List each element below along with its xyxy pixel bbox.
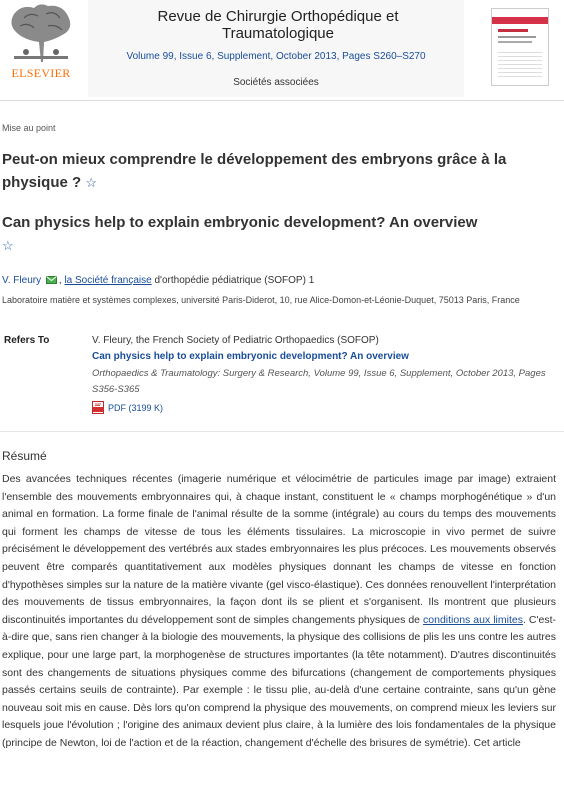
refers-to-block: [92, 333, 552, 417]
title-fr-text: Peut-on mieux comprendre le développement des embryons grâce à la physique ?: [2, 151, 507, 191]
header-divider: [0, 100, 564, 101]
ref-source: Orthopaedics & Traumatology: Surgery & Research, Volume 99, Issue 6, Supplement, October 2013, Pages S356-S365: [92, 368, 546, 395]
section-divider: [0, 431, 564, 432]
refers-to-label: Refers To: [4, 335, 50, 346]
issue-link[interactable]: Volume 99, Issue 6, Supplement, October 2013, Pages S260–S270: [126, 51, 426, 62]
journal-cover-image[interactable]: [491, 8, 549, 86]
abstract-heading: Résumé: [2, 449, 47, 463]
abstract-body: [2, 471, 556, 753]
journal-info-panel: [88, 0, 464, 97]
cover-line: [498, 29, 528, 32]
cover-line: [498, 36, 536, 38]
article-type: Mise au point: [2, 123, 56, 133]
societies-label: Sociétés associées: [233, 77, 319, 88]
mail-icon[interactable]: [46, 276, 57, 287]
cover-line: [498, 41, 532, 43]
publisher-name: ELSEVIER: [11, 66, 71, 80]
author-line: [2, 275, 558, 287]
ref-title-link[interactable]: Can physics help to explain embryonic development? An overview: [92, 351, 409, 362]
cover-text-block: [498, 49, 542, 79]
pdf-link[interactable]: [92, 401, 552, 417]
ref-authors: V. Fleury, the French Society of Pediatric Orthopaedics (SOFOP): [92, 335, 379, 346]
boundary-conditions-link[interactable]: conditions aux limites: [423, 613, 523, 626]
pdf-icon: [92, 401, 104, 417]
article-title-fr: [2, 148, 558, 194]
cover-band: [492, 17, 548, 24]
journal-header: [0, 0, 564, 97]
elsevier-tree-logo: [4, 2, 78, 66]
society-link[interactable]: la Société française: [64, 275, 152, 286]
journal-title[interactable]: Revue de Chirurgie Orthopédique et Traumatologique: [157, 8, 399, 42]
affiliation: Laboratoire matière et systèmes complexes, université Paris-Diderot, 10, rue Alice-Domon-et-Léonie-Duquet, 75013 Paris, France: [2, 295, 520, 305]
society-rest: d'orthopédie pédiatrique (SOFOP) 1: [151, 275, 315, 286]
abstract-text-part1: Des avancées techniques récentes (imagerie numérique et vélocimétrie de particules image par image) extraient l'ensemble des mouvements embryonnaires qui, à chaque instant, constituent le « champs morphogénétique » d'un animal en formation. La forme finale de l'animal résulte de la somme (intégrale) au cours du temps des mouvements qui forment les champs de vitesse de tous les éléments tissulaires. La microscopie in vivo permet de suivre précisément le développement des vertébrés aux stades embryonnaires les plus précoces. Les mouvements observés peuvent être comparés quantitativement aux modèles physiques donnant les champs de vitesse en fonction d'hypothèses simples sur la nature de la matière vivante (gel visco-élastique). Ces données renouvellent l'interprétation des mouvements de tissus embryonnaires, la façon dont ils se plient et s'organisent. Ils montrent que plusieurs discontinuités importantes du développement sont de simples changements physiques de: [2, 473, 556, 626]
title-en-text: Can physics help to explain embryonic development? An overview: [2, 214, 478, 231]
author-separator: ,: [58, 275, 62, 286]
article-title-en: [2, 211, 558, 257]
star-icon[interactable]: ☆: [85, 175, 98, 190]
author-name[interactable]: V. Fleury: [2, 275, 42, 286]
abstract-text-part2: . C'est-à-dire que, sans rien changer à la biologie des mouvements, la physique des collisions de plis les uns contre les autres explique, pour une large part, la morphogenèse de structures importantes (la tête notamment). D'autres discontinuités sont des changements de situations physiques comme des bifurcations (changement de comportements physiques passés certains seuils de contrainte). Par exemple : le tissu plie, au-delà d'une certaine contrainte, sans qu'un gène nouveau soit mis en cause. Dès lors qu'on comprend la physique des mouvements, on comprend mieux les leviers sur lesquels joue l'évolution ; l'origine des animaux devient plus claire, à la lumière des lois fondamentales de la physique (principe de Newton, loi de l'action et de la réaction, changement d'échelle des brisures de symétrie). Cet article: [2, 613, 556, 749]
star-icon[interactable]: ☆: [2, 238, 14, 253]
elsevier-logo[interactable]: [4, 2, 78, 82]
pdf-label: PDF (3199 K): [108, 403, 164, 413]
